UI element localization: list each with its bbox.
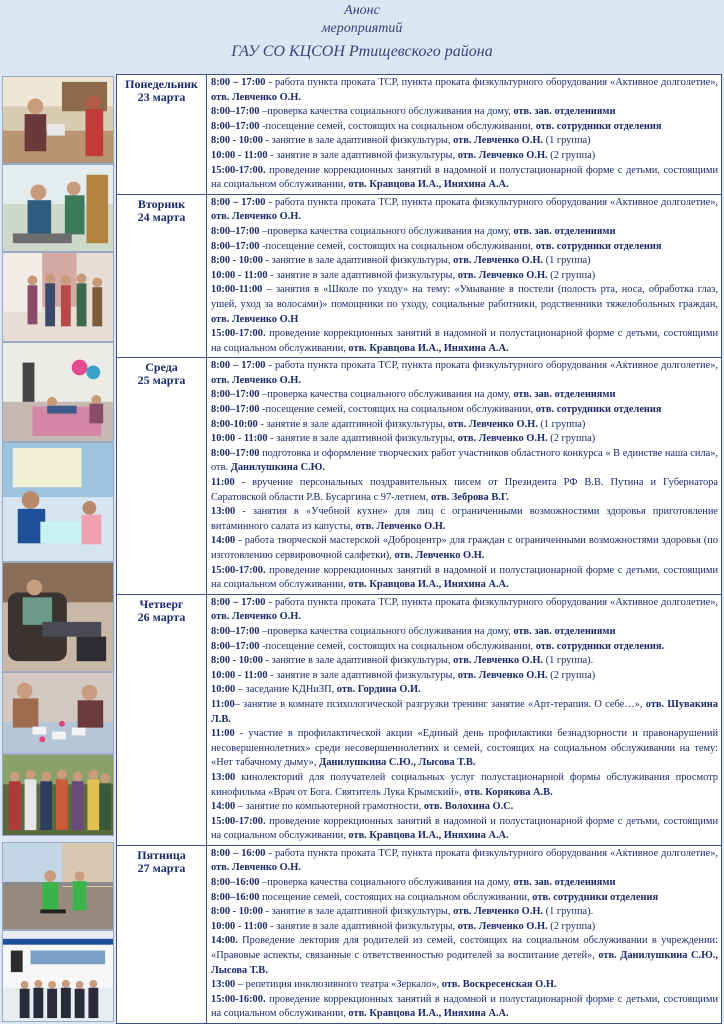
event-time: 14:00.	[211, 935, 238, 947]
event-responsible: отв. сотрудники отделения	[535, 404, 662, 416]
event-description: – занятие в комнате психологической разгрузки тренинг занятие «Арт-терапия. О себе…»,	[234, 698, 646, 710]
photo-scooter-outdoor	[2, 842, 114, 930]
day-date: 24 марта	[137, 209, 186, 224]
events-cell	[207, 358, 722, 595]
event-item	[211, 120, 718, 135]
event-description: - занятие в зале адаптивной физкультуры,	[257, 418, 448, 430]
event-time: 8:00 – 17:00	[211, 360, 266, 372]
event-item	[211, 134, 718, 149]
event-responsible: отв. Левченко О.Н.	[211, 211, 301, 223]
event-item	[211, 164, 718, 193]
event-responsible: отв. Левченко О.Н.	[355, 520, 446, 532]
event-group-note: (1 группа).	[543, 906, 594, 918]
event-description: -посещение семей, состоящих на социальном обслуживании,	[259, 404, 536, 416]
event-time: 8:00–17:00	[211, 106, 260, 118]
event-responsible: отв. сотрудники отделения.	[535, 640, 665, 652]
event-time: 8:00–17:00	[211, 625, 260, 637]
photo-group-portrait	[2, 754, 114, 836]
event-item	[211, 669, 718, 684]
event-time: 15:00-16:00.	[211, 993, 266, 1005]
event-description: – занятие по компьютерной грамотности,	[235, 801, 424, 813]
event-time: 8:00 – 17:00	[211, 196, 266, 208]
event-responsible: отв. сотрудники отделения	[532, 891, 659, 903]
event-group-note: (2 группа)	[547, 433, 596, 445]
event-item	[211, 847, 718, 876]
event-time: 13:00	[211, 979, 236, 991]
event-responsible: отв. Левченко О.Н.	[453, 655, 544, 667]
event-item	[211, 920, 718, 935]
event-description: посещение семей, состоящих на социальном обслуживании,	[259, 891, 533, 903]
event-item	[211, 105, 718, 120]
event-item	[211, 76, 718, 105]
event-time: 11:00	[211, 728, 235, 740]
event-item	[211, 698, 718, 727]
event-group-note: (2 группа)	[547, 920, 596, 932]
day-date: 25 марта	[137, 373, 186, 388]
event-description: проведение коррекционных занятий в надомной и полустационарной форме с детьми, состоящими на социальном обслуживании,	[211, 564, 718, 591]
event-time: 10:00-11:00	[211, 284, 263, 296]
event-responsible: отв. Левченко О.Н.	[457, 269, 548, 281]
day-date: 26 марта	[137, 609, 186, 624]
event-item	[211, 815, 718, 844]
event-time: 8:00–16:00	[211, 891, 260, 903]
event-responsible: отв. Гордина О.И.	[336, 684, 421, 696]
event-time: 11:00	[211, 477, 235, 489]
day-cell	[117, 845, 207, 1023]
event-responsible: отв. Данилушкина С.Ю., Лысова Т.В.	[211, 950, 718, 976]
event-group-note: (1 группа)	[543, 135, 591, 147]
event-time: 8:00 – 16:00	[211, 847, 266, 859]
photo-sand-table-therapy	[2, 442, 114, 562]
event-responsible: отв. Левченко О.Н.	[447, 418, 538, 430]
event-description: - занятие в зале адаптивной физкультуры,	[267, 149, 458, 161]
event-time: 8:00 - 10:00	[211, 906, 263, 918]
day-row	[117, 194, 722, 358]
events-cell	[207, 194, 722, 358]
event-group-note: (2 группа)	[547, 269, 596, 281]
event-responsible: отв. Левченко О.Н	[211, 313, 299, 325]
event-time: 10:00 - 11:00	[211, 433, 268, 445]
event-description: - занятие в зале адаптивной физкультуры,	[267, 433, 458, 445]
event-description: -посещение семей, состоящих на социальном обслуживании,	[259, 240, 536, 252]
event-description: –проверка качества социального обслуживания на дому,	[259, 225, 514, 237]
event-item	[211, 505, 718, 534]
event-responsible: отв. Левченко О.Н.	[211, 374, 301, 386]
event-item	[211, 240, 718, 255]
event-description: –проверка качества социального обслуживания на дому,	[259, 877, 514, 889]
event-group-note: (1 группа).	[543, 655, 594, 667]
event-description: проведение коррекционных занятий в надомной и полустационарной форме с детьми, состоящими на социальном обслуживании,	[211, 328, 718, 354]
event-item	[211, 403, 718, 418]
event-description: кинолекторий для получателей социальных услуг полустационарной формы обслуживания просмотр кинофильма «Врач от Бога. Святитель Лука Крымский»,	[211, 771, 718, 798]
event-responsible: отв. зав. отделениями	[513, 389, 616, 401]
day-cell	[117, 75, 207, 195]
event-item	[211, 534, 718, 563]
event-description: - занятия в «Учебной кухне» для лиц с ограниченными возможностями здоровья приготовление витаминного салата из капусты,	[211, 506, 718, 532]
event-responsible: отв. Левченко О.Н.	[457, 149, 548, 161]
event-item	[211, 771, 718, 800]
event-item	[211, 891, 718, 906]
photo-craft-table	[2, 672, 114, 754]
events-cell	[207, 75, 722, 195]
header-title-line2: мероприятий	[321, 21, 403, 36]
day-name: Пятница	[137, 847, 186, 862]
photo-bus-group	[2, 930, 114, 1022]
event-item	[211, 625, 718, 640]
event-description: - работа пункта проката ТСР, пункта проката физкультурного оборудования «Активное долголетие»,	[265, 847, 718, 859]
event-time: 8:00 - 10:00	[211, 255, 263, 267]
event-description: - занятие в зале адаптивной физкультуры,	[267, 669, 458, 681]
event-responsible: отв. зав. отделениями	[513, 625, 616, 637]
header-title-line1: Анонс	[344, 3, 380, 18]
day-cell	[117, 194, 207, 358]
event-time: 8:00–16:00	[211, 877, 260, 889]
event-description: - вручение персональных поздравительных писем от Президента РФ В.В. Путина и Губернатора Саратовской области Р.В. Бусаргина с 97-летием,	[211, 477, 718, 503]
event-description: –проверка качества социального обслуживания на дому,	[259, 106, 514, 118]
event-description: проведение коррекционных занятий в надомной и полустационарной форме с детьми, состоящими на социальном обслуживании,	[211, 164, 718, 191]
event-item	[211, 876, 718, 891]
event-time: 8:00–17:00	[211, 640, 260, 652]
event-responsible: отв. Левченко О.Н.	[453, 255, 544, 267]
event-time: 8:00–17:00	[211, 120, 260, 132]
event-description: - работа пункта проката ТСР, пункта проката физкультурного оборудования «Активное долголетие»,	[265, 77, 718, 88]
event-responsible: отв. Левченко О.Н.	[211, 862, 301, 874]
event-item	[211, 447, 718, 476]
event-responsible: отв. Волохина О.С.	[423, 801, 514, 813]
event-responsible: отв. Корякова А.В.	[464, 786, 553, 798]
event-responsible: отв. Зеброва В.Г.	[430, 491, 509, 503]
event-item	[211, 149, 718, 164]
event-time: 8:00 – 17:00	[211, 77, 266, 88]
event-description: - работа творческой мастерской «Доброцентр» для граждан с ограниченными возможностями здоровья (по изготовлению сервировочной салфетки),	[211, 535, 718, 561]
event-item	[211, 596, 718, 625]
event-item	[211, 800, 718, 815]
photo-group-standing	[2, 252, 114, 342]
event-responsible: отв. Кравцова И.А., Иняхина А.А.	[348, 179, 509, 191]
event-time: 8:00–17:00	[211, 240, 260, 252]
event-item	[211, 359, 718, 388]
event-time: 10:00 - 11:00	[211, 669, 268, 681]
event-responsible: отв. зав. отделениями	[513, 225, 616, 237]
event-description: –проверка качества социального обслуживания на дому,	[259, 625, 514, 637]
event-item	[211, 476, 718, 505]
event-time: 10:00 - 11:00	[211, 920, 268, 932]
event-item	[211, 727, 718, 771]
event-item	[211, 269, 718, 284]
day-cell	[117, 594, 207, 845]
event-responsible: Данилушкина С.Ю.	[230, 462, 325, 474]
event-description: - занятие в зале адаптивной физкультуры,	[262, 655, 454, 667]
event-description: – занятия в «Школе по уходу» на тему: «Умывание в постели (полость рта, носа, обработка глаз, ушей, уход за волосами)» помощники по уходу, социальные работники, родственники тяжелобольных граждан,	[211, 284, 718, 310]
event-description: -посещение семей, состоящих на социальном обслуживании,	[259, 120, 536, 132]
events-cell	[207, 845, 722, 1023]
event-description: - работа пункта проката ТСР, пункта проката физкультурного оборудования «Активное долголетие»,	[265, 596, 718, 608]
event-time: 15:00-17:00.	[211, 164, 266, 176]
event-item	[211, 418, 718, 433]
day-row	[117, 75, 722, 195]
event-time: 8:00–17:00	[211, 389, 260, 401]
event-item	[211, 283, 718, 327]
photo-column	[0, 74, 116, 1024]
event-time: 15:00-17:00.	[211, 564, 266, 576]
header-title-line3: ГАУ СО КЦСОН Ртищевского района	[231, 43, 493, 60]
day-name: Четверг	[139, 596, 184, 611]
event-item	[211, 993, 718, 1022]
event-time: 8:00–17:00	[211, 404, 260, 416]
event-description: – заседание КДНиЗП,	[235, 684, 337, 696]
event-description: проведение коррекционных занятий в надомной и полустационарной форме с детьми, состоящими на социальном обслуживании,	[211, 993, 718, 1020]
day-name: Вторник	[137, 196, 186, 211]
event-time: 8:00-10:00	[211, 418, 258, 430]
event-description: - занятие в зале адаптивной физкультуры,	[267, 269, 458, 281]
event-responsible: отв. Левченко О.Н.	[453, 135, 544, 147]
event-time: 13:00	[211, 771, 236, 783]
event-responsible: отв. Левченко О.Н.	[453, 906, 544, 918]
event-group-note: (1 группа)	[543, 255, 591, 267]
event-time: 8:00 - 10:00	[211, 135, 263, 147]
event-responsible: отв. зав. отделениями	[513, 877, 616, 889]
schedule-table	[116, 74, 722, 1024]
events-cell	[207, 594, 722, 845]
event-item	[211, 225, 718, 240]
event-time: 8:00–17:00	[211, 225, 260, 237]
event-item	[211, 905, 718, 920]
photo-massage-chair	[2, 562, 114, 672]
event-item	[211, 683, 718, 698]
day-name: Понедельник	[125, 77, 198, 91]
photo-kitchen-activity	[2, 76, 114, 164]
event-responsible: отв. Левченко О.Н.	[211, 611, 301, 623]
event-responsible: Данилушкина С.Ю., Лысова Т.В.	[319, 757, 476, 769]
event-item	[211, 327, 718, 356]
event-description: –проверка качества социального обслуживания на дому,	[259, 389, 514, 401]
event-responsible: отв. Кравцова И.А., Иняхина А.А.	[348, 342, 509, 354]
event-group-note: (2 группа)	[547, 149, 596, 161]
event-group-note: (2 группа)	[547, 669, 596, 681]
day-date: 23 марта	[137, 90, 186, 104]
event-description: – репетиция инклюзивного театра «Зеркало»,	[235, 979, 442, 991]
event-description: подготовка и оформление творческих работ участников областного конкурса « В единстве наша сила», отв.	[211, 447, 718, 474]
event-description: - работа пункта проката ТСР, пункта проката физкультурного оборудования «Активное долголетие»,	[265, 196, 718, 208]
photo-exercise-equipment	[2, 164, 114, 252]
event-responsible: отв. Левченко О.Н.	[457, 433, 548, 445]
event-item	[211, 640, 718, 655]
event-description: - занятие в зале адаптивной физкультуры,	[262, 906, 454, 918]
event-description: - участие в профилактической акции «Единый день профилактики безнадзорности и правонарушений несовершеннолетних» среди несовершеннолетних и семей, состоящих на социальном обслуживании на тему: «Нет табачному дыму»,	[211, 728, 718, 769]
day-row	[117, 845, 722, 1023]
event-time: 14:00	[211, 801, 236, 813]
event-responsible: отв. Кравцова И.А., Иняхина А.А.	[348, 579, 509, 591]
event-time: 10:00 - 11:00	[211, 269, 268, 281]
event-responsible: отв. Левченко О.Н.	[211, 91, 301, 103]
event-responsible: отв. Кравцова И.А., Иняхина А.А.	[348, 1008, 509, 1020]
event-description: - занятие в зале адаптивной физкультуры,	[267, 920, 458, 932]
event-time: 15:00-17:00.	[211, 815, 266, 827]
event-description: - работа пункта проката ТСР, пункта проката физкультурного оборудования «Активное долголетие»,	[265, 360, 718, 372]
event-time: 8:00 - 10:00	[211, 655, 263, 667]
event-time: 10:00 - 11:00	[211, 149, 268, 161]
event-time: 13:00	[211, 506, 236, 518]
day-date: 27 марта	[137, 860, 186, 875]
event-time: 8:00–17:00	[211, 447, 260, 459]
event-item	[211, 388, 718, 403]
event-responsible: отв. Кравцова И.А., Иняхина А.А.	[348, 830, 509, 842]
event-group-note: (1 группа)	[537, 418, 586, 430]
event-responsible: отв. Воскресенская О.Н.	[441, 979, 557, 991]
day-name: Среда	[145, 360, 178, 375]
event-description: -посещение семей, состоящих на социальном обслуживании,	[259, 640, 536, 652]
event-item	[211, 978, 718, 993]
event-responsible: отв. Левченко О.Н.	[457, 669, 548, 681]
event-time: 10:00	[211, 684, 236, 696]
event-item	[211, 254, 718, 269]
day-cell	[117, 358, 207, 595]
event-responsible: отв. зав. отделениями	[513, 106, 616, 118]
event-description: Проведение лектория для родителей из семей, состоящих на социальном обслуживании в учреждении: «Правовые аспекты, связанные с ответственностью родителей за воспитание детей»,	[211, 935, 718, 962]
event-responsible: отв. сотрудники отделения	[535, 240, 662, 252]
day-row	[117, 594, 722, 845]
event-responsible: отв. Левченко О.Н.	[394, 550, 485, 561]
event-description: - занятие в зале адаптивной физкультуры,	[262, 255, 454, 267]
page-header	[0, 0, 724, 74]
event-description: проведение коррекционных занятий в надомной и полустационарной форме с детьми, состоящими на социальном обслуживании,	[211, 815, 718, 842]
event-time: 11:00	[211, 698, 235, 710]
event-responsible: отв. Левченко О.Н.	[457, 920, 548, 932]
event-time: 15:00-17:00.	[211, 328, 266, 340]
event-item	[211, 432, 718, 447]
event-responsible: отв. Шувакина Л.В.	[211, 698, 718, 725]
photo-gym-balls	[2, 342, 114, 442]
event-item	[211, 654, 718, 669]
day-row	[117, 358, 722, 595]
event-item	[211, 564, 718, 593]
event-time: 8:00 – 17:00	[211, 596, 266, 608]
event-time: 14:00	[211, 535, 236, 547]
event-item	[211, 196, 718, 225]
event-responsible: отв. сотрудники отделения	[535, 120, 662, 132]
event-description: - занятие в зале адаптивной физкультуры,	[262, 135, 454, 147]
event-item	[211, 934, 718, 978]
